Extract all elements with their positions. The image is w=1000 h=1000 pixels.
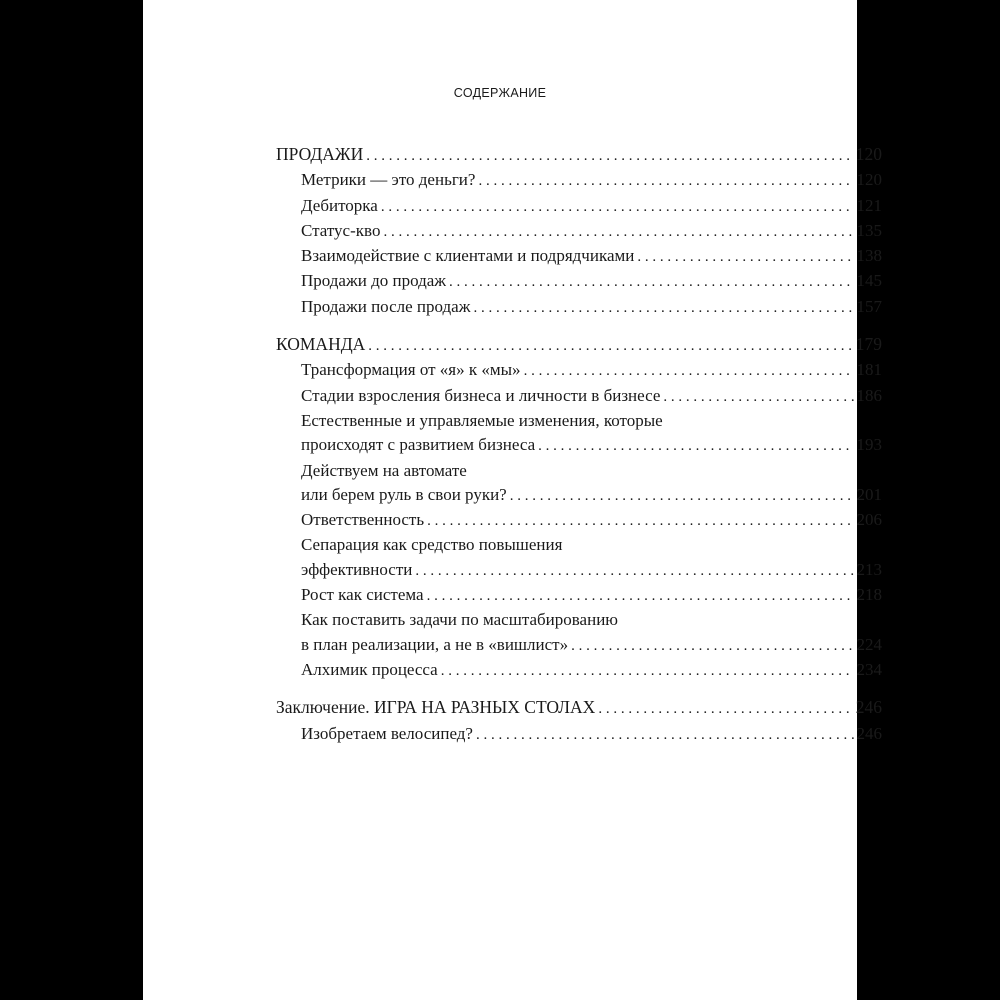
toc-entry-title: Взаимодействие с клиентами и подрядчиками — [301, 246, 635, 266]
toc-entry-title-line: или берем руль в свои руки? — [301, 484, 507, 504]
toc-entry[interactable] — [276, 608, 882, 658]
toc-entry-page: 138 — [856, 246, 882, 266]
toc-entry[interactable] — [276, 244, 882, 269]
toc-entry-title: Статус-кво — [301, 220, 381, 240]
toc-entry-page: 193 — [856, 435, 882, 455]
toc-entry-title: Трансформация от «я» к «мы» — [301, 360, 521, 380]
toc-entry-page: 120 — [856, 170, 882, 190]
dot-leader — [427, 584, 854, 608]
toc-entry-page: 224 — [856, 634, 882, 654]
toc-entry-page: 145 — [856, 271, 882, 291]
toc-entry-title-line: Сепарация как средство повышения — [301, 535, 563, 555]
toc-entry[interactable] — [276, 658, 882, 683]
toc-entry-title-line: Естественные и управляемые изменения, которые — [301, 410, 663, 430]
toc-entry-page: 246 — [855, 697, 882, 718]
toc-entry-page: 179 — [855, 334, 882, 355]
toc-entry-title: Заключение. ИГРА НА РАЗНЫХ СТОЛАХ — [276, 697, 596, 718]
dot-leader — [571, 634, 853, 658]
toc-entry[interactable] — [276, 459, 882, 509]
dot-leader — [478, 169, 853, 193]
toc-entry[interactable] — [276, 219, 882, 244]
toc-entry[interactable] — [276, 295, 882, 320]
toc-entry-title: Продажи до продаж — [301, 271, 447, 291]
toc-entry-page: 181 — [856, 360, 882, 380]
book-page — [143, 0, 882, 1000]
toc-entry-title: КОМАНДА — [276, 334, 366, 355]
dot-leader — [663, 385, 853, 409]
dot-leader — [473, 296, 853, 320]
toc-entry-page: 201 — [856, 484, 882, 504]
table-of-contents — [276, 142, 882, 759]
toc-entry[interactable] — [276, 533, 882, 583]
dot-leader — [383, 220, 853, 244]
toc-section-conclusion — [276, 695, 882, 747]
toc-entry[interactable] — [276, 358, 882, 383]
toc-entry-page: 135 — [856, 220, 882, 240]
dot-leader — [538, 434, 853, 458]
toc-entry-page: 213 — [856, 559, 882, 579]
toc-entry[interactable] — [276, 508, 882, 533]
toc-entry-title-line: Действуем на автомате — [301, 460, 467, 480]
toc-entry-title: Изобретаем велосипед? — [301, 723, 473, 743]
toc-entry-page: 186 — [856, 385, 882, 405]
dot-leader — [427, 509, 853, 533]
toc-entry[interactable] — [276, 194, 882, 219]
toc-entry[interactable] — [276, 269, 882, 294]
dot-leader — [476, 723, 854, 747]
dot-leader — [510, 484, 854, 508]
toc-entry[interactable] — [276, 583, 882, 608]
toc-entry[interactable] — [276, 409, 882, 459]
toc-entry[interactable] — [276, 332, 882, 358]
toc-entry[interactable] — [276, 695, 882, 721]
toc-entry-title: Метрики — это деньги? — [301, 170, 476, 190]
toc-section-sales — [276, 142, 882, 320]
toc-entry-title: ПРОДАЖИ — [276, 144, 364, 164]
toc-entry-title-line: происходят с развитием бизнеса — [301, 435, 536, 455]
toc-entry-title: Ответственность — [301, 510, 425, 530]
toc-entry[interactable] — [276, 142, 882, 168]
dot-leader — [381, 195, 854, 219]
dot-leader — [524, 359, 854, 383]
page-heading: СОДЕРЖАНИЕ — [453, 86, 547, 100]
toc-entry-page: 120 — [855, 144, 882, 164]
toc-entry-page: 121 — [856, 195, 882, 215]
dot-leader — [637, 245, 853, 269]
dot-leader — [366, 144, 853, 168]
dot-leader — [598, 697, 852, 721]
toc-entry-title: Дебиторка — [301, 195, 378, 215]
toc-entry[interactable] — [276, 722, 882, 747]
toc-entry[interactable] — [276, 384, 882, 409]
toc-entry-page: 246 — [856, 723, 882, 743]
toc-section-team — [276, 332, 882, 683]
toc-entry-title-line: Как поставить задачи по масштабированию — [301, 610, 618, 630]
toc-entry-page: 234 — [856, 659, 882, 679]
dot-leader — [441, 659, 854, 683]
dot-leader — [449, 270, 853, 294]
toc-entry-title-line: в план реализации, а не в «вишлист» — [301, 634, 569, 654]
toc-entry-title: Стадии взросления бизнеса и личности в бизнесе — [301, 385, 661, 405]
toc-entry[interactable] — [276, 168, 882, 193]
toc-entry-title: Рост как система — [301, 585, 424, 605]
toc-entry-page: 157 — [856, 296, 882, 316]
toc-entry-title: Алхимик процесса — [301, 659, 438, 679]
toc-entry-title: Продажи после продаж — [301, 296, 471, 316]
toc-entry-page: 206 — [856, 510, 882, 530]
dot-leader — [368, 334, 852, 358]
dot-leader — [415, 559, 853, 583]
toc-entry-title-line: эффективности — [301, 559, 413, 579]
toc-entry-page: 218 — [856, 585, 882, 605]
